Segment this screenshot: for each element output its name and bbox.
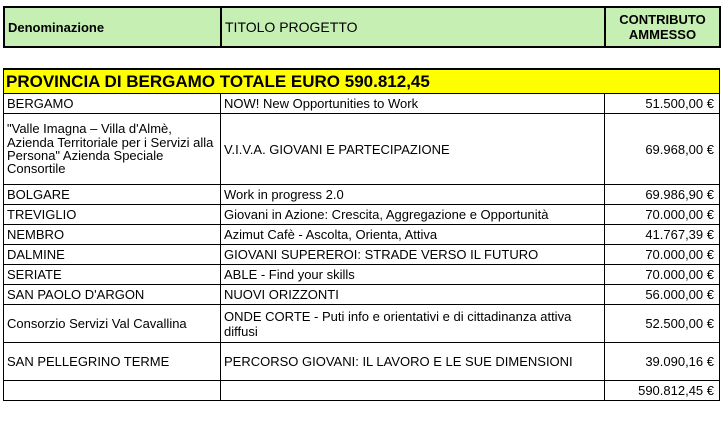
table-row xyxy=(4,225,720,245)
header-table xyxy=(3,6,721,48)
progetto-cell: ONDE CORTE - Puti info e orientativi e di cittadinanza attiva diffusi xyxy=(221,305,605,343)
province-row xyxy=(4,69,720,94)
contributo-cell: 51.500,00 € xyxy=(605,94,720,114)
ente-cell: BERGAMO xyxy=(4,94,221,114)
ente-cell: "Valle Imagna – Villa d'Almè, Azienda Territoriale per i Servizi alla Persona" Azienda Speciale Consortile xyxy=(4,114,221,185)
total-row xyxy=(4,381,720,401)
ente-cell: NEMBRO xyxy=(4,225,221,245)
table-row xyxy=(4,285,720,305)
progetto-cell: GIOVANI SUPEREROI: STRADE VERSO IL FUTURO xyxy=(221,245,605,265)
progetto-cell: V.I.V.A. GIOVANI E PARTECIPAZIONE xyxy=(221,114,605,185)
table-row xyxy=(4,185,720,205)
table-row xyxy=(4,114,720,185)
header-titolo-progetto: TITOLO PROGETTO xyxy=(221,7,605,47)
total-empty-cell xyxy=(4,381,221,401)
ente-cell: SAN PAOLO D'ARGON xyxy=(4,285,221,305)
progetto-cell: Azimut Cafè - Ascolta, Orienta, Attiva xyxy=(221,225,605,245)
contributo-cell: 41.767,39 € xyxy=(605,225,720,245)
contributo-cell: 39.090,16 € xyxy=(605,343,720,381)
ente-cell: TREVIGLIO xyxy=(4,205,221,225)
progetto-cell: ABLE - Find your skills xyxy=(221,265,605,285)
progetto-cell: Work in progress 2.0 xyxy=(221,185,605,205)
contributo-cell: 69.986,90 € xyxy=(605,185,720,205)
total-empty-cell xyxy=(221,381,605,401)
ente-cell: Consorzio Servizi Val Cavallina xyxy=(4,305,221,343)
contributo-cell: 56.000,00 € xyxy=(605,285,720,305)
header-row xyxy=(4,7,720,47)
contributo-cell: 52.500,00 € xyxy=(605,305,720,343)
progetto-cell: NUOVI ORIZZONTI xyxy=(221,285,605,305)
table-row xyxy=(4,94,720,114)
progetto-cell: Giovani in Azione: Crescita, Aggregazione e Opportunità xyxy=(221,205,605,225)
header-denominazione: Denominazione xyxy=(4,7,221,47)
ente-cell: SAN PELLEGRINO TERME xyxy=(4,343,221,381)
projects-table xyxy=(3,68,720,401)
table-row xyxy=(4,343,720,381)
table-row xyxy=(4,205,720,225)
header-contributo-ammesso: CONTRIBUTO AMMESSO xyxy=(605,7,720,47)
contributo-cell: 70.000,00 € xyxy=(605,245,720,265)
table-row xyxy=(4,305,720,343)
contributo-cell: 70.000,00 € xyxy=(605,205,720,225)
contributo-cell: 70.000,00 € xyxy=(605,265,720,285)
progetto-cell: PERCORSO GIOVANI: IL LAVORO E LE SUE DIMENSIONI xyxy=(221,343,605,381)
table-row xyxy=(4,245,720,265)
ente-cell: DALMINE xyxy=(4,245,221,265)
total-contributo-cell: 590.812,45 € xyxy=(605,381,720,401)
progetto-cell: NOW! New Opportunities to Work xyxy=(221,94,605,114)
ente-cell: SERIATE xyxy=(4,265,221,285)
ente-cell: BOLGARE xyxy=(4,185,221,205)
table-row xyxy=(4,265,720,285)
contributo-cell: 69.968,00 € xyxy=(605,114,720,185)
province-title: PROVINCIA DI BERGAMO TOTALE EURO 590.812,45 xyxy=(4,69,720,94)
